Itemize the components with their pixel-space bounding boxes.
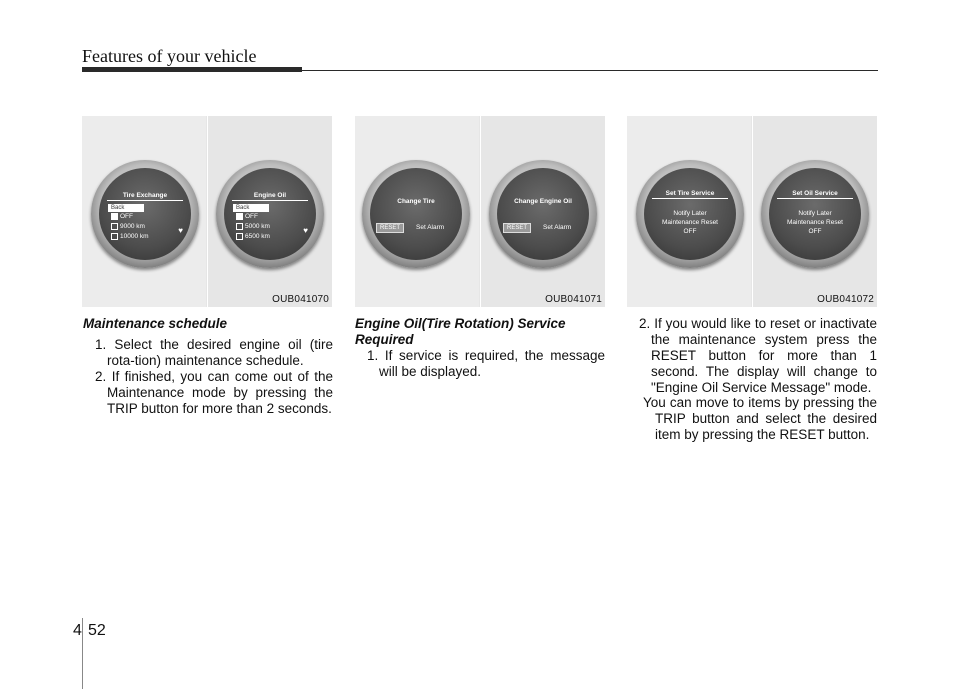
step-2: 2. If finished, you can come out of the Maintenance mode by pressing the TRIP button for more than 2 seconds.: [95, 369, 333, 416]
heading-service-required: Engine Oil(Tire Rotation) Service Required: [355, 316, 566, 347]
option-5000: 5000 km: [236, 223, 270, 230]
option-off: OFF: [111, 213, 133, 220]
col3-body: [639, 316, 877, 396]
col1-body: [95, 337, 333, 417]
gauge-line: Maintenance Reset: [786, 219, 843, 226]
page-header-title: Features of your vehicle: [82, 46, 257, 66]
checkbox-icon: [111, 223, 118, 230]
heart-icon: ♥: [303, 226, 308, 235]
header-rule: [82, 67, 302, 72]
gauge-title: Set Oil Service: [777, 190, 853, 199]
gauge-change-engine-oil: [489, 160, 597, 268]
checkbox-checked-icon: [111, 213, 118, 220]
figure-set-service: [627, 116, 877, 307]
gauge-line: Notify Later: [798, 210, 832, 217]
alarm-label: Set Alarm: [543, 224, 572, 231]
figure-service-required: [355, 116, 605, 307]
step-1: 1. Select the desired engine oil (tire rota-tion) maintenance schedule.: [95, 337, 333, 368]
back-option: Back: [233, 204, 269, 212]
gauge-title: Change Tire: [397, 198, 435, 205]
option-6500: 6500 km: [236, 233, 270, 240]
header-rule-thin: [300, 70, 878, 71]
reset-label: RESET: [503, 223, 531, 233]
checkbox-icon: [111, 233, 118, 240]
gauge-line: Notify Later: [673, 210, 707, 217]
gauge-tire-exchange: [91, 160, 199, 268]
gauge-title: Tire Exchange: [107, 192, 183, 201]
page-number-divider: [82, 618, 83, 689]
page-number: 52: [88, 622, 106, 639]
step-2: 2. If you would like to reset or inactivate the maintenance system press the RESET button for more than 1 second. The display will change to "Engine Oil Service Message" mode.: [639, 316, 877, 395]
option-10000: 10000 km: [111, 233, 149, 240]
gauge-change-tire: [362, 160, 470, 268]
checkbox-checked-icon: [236, 213, 243, 220]
checkbox-icon: [236, 223, 243, 230]
section-number: 4: [73, 622, 82, 639]
col3-note: [643, 395, 877, 443]
gauge-line: Maintenance Reset: [661, 219, 718, 226]
gauge-set-oil-service: [761, 160, 869, 268]
heading-maintenance-schedule: Maintenance schedule: [83, 316, 228, 331]
heart-icon: ♥: [178, 226, 183, 235]
back-option: Back: [108, 204, 144, 212]
alarm-label: Set Alarm: [416, 224, 445, 231]
gauge-title: Engine Oil: [232, 192, 308, 201]
gauge-line: OFF: [808, 228, 822, 235]
figure-code: OUB041072: [817, 294, 874, 305]
figure-code: OUB041070: [272, 294, 329, 305]
option-off: OFF: [236, 213, 258, 220]
option-9000: 9000 km: [111, 223, 145, 230]
reset-label: RESET: [376, 223, 404, 233]
gauge-set-tire-service: [636, 160, 744, 268]
checkbox-icon: [236, 233, 243, 240]
gauge-line: OFF: [683, 228, 697, 235]
figure-maintenance-schedule: [82, 116, 332, 307]
gauge-title: Set Tire Service: [652, 190, 728, 199]
note-text: You can move to items by pressing the TRIP button and select the desired item by pressing the RESET button.: [643, 395, 877, 442]
gauge-engine-oil: [216, 160, 324, 268]
step-1: 1. If service is required, the message will be displayed.: [367, 348, 605, 379]
figure-code: OUB041071: [545, 294, 602, 305]
col2-body: [367, 348, 605, 380]
gauge-title: Change Engine Oil: [514, 198, 572, 205]
